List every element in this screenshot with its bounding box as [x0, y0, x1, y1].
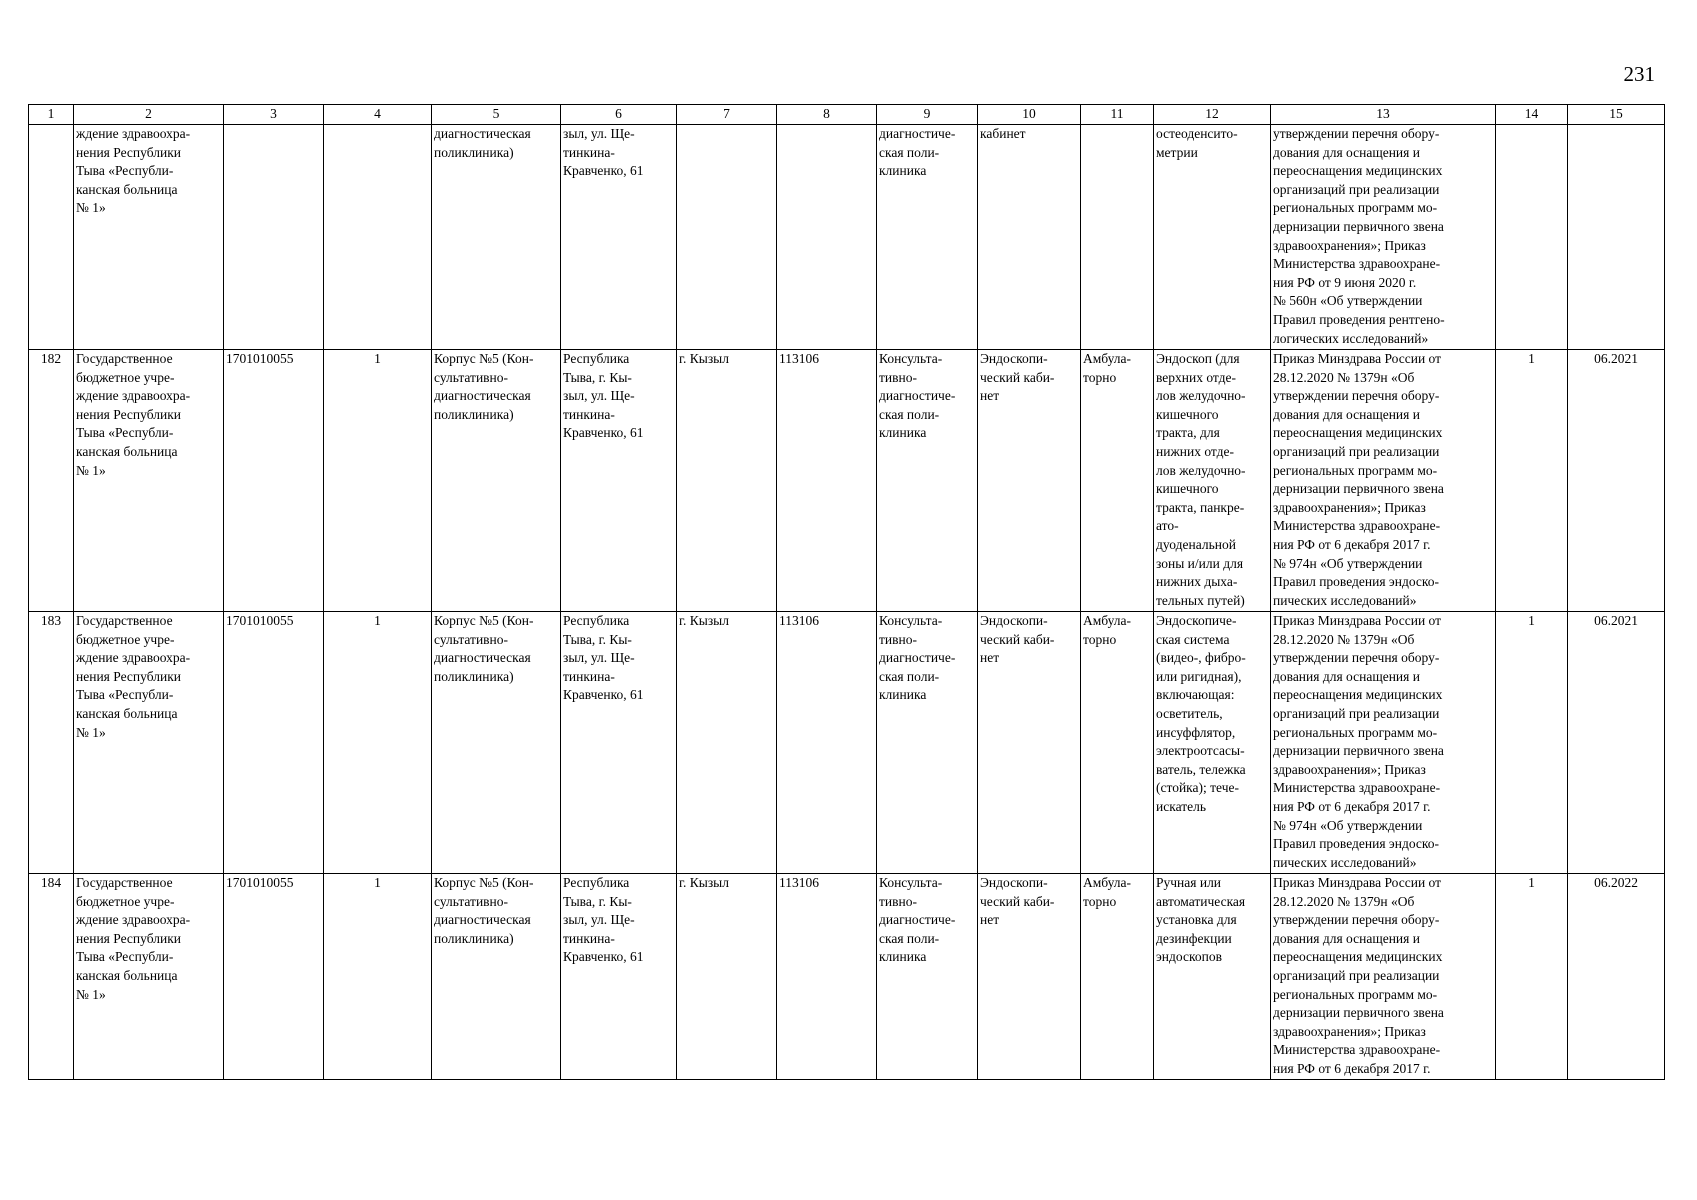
code-cell [777, 125, 877, 350]
address-cell: Республика Тыва, г. Кы- зыл, ул. Ще- тинкина- Кравченко, 61 [561, 612, 677, 874]
equipment-cell: Эндоскоп (для верхних отде- лов желудочно- кишечного тракта, для нижних отде- лов желудочно- кишечного тракта, панкре- ато- дуоденальной зоны и/или для нижних дыха- тельных путей) [1154, 350, 1271, 612]
room-cell: Эндоскопи- ческий каби- нет [978, 350, 1081, 612]
date-cell: 06.2021 [1568, 350, 1665, 612]
address-cell: зыл, ул. Ще- тинкина- Кравченко, 61 [561, 125, 677, 350]
column-number-header: 14 [1496, 105, 1568, 125]
equipment-registry-table [28, 104, 1665, 1080]
table-row [29, 350, 1665, 612]
city-cell: г. Кызыл [677, 612, 777, 874]
column-number-header: 1 [29, 105, 74, 125]
column-number-header: 6 [561, 105, 677, 125]
quantity-cell: 1 [1496, 612, 1568, 874]
care-mode-cell [1081, 125, 1154, 350]
date-cell [1568, 125, 1665, 350]
legal-basis-cell: утверждении перечня обору- дования для оснащения и переоснащения медицинских организаций при реализации региональных программ мо- дернизации первичного звена здравоохранения»; Приказ Министерства здравоохране- ния РФ от 9 июня 2020 г. № 560н «Об утверждении Правил проведения рентгено- логических исследований» [1271, 125, 1496, 350]
row-number-cell: 184 [29, 874, 74, 1080]
column-number-header: 15 [1568, 105, 1665, 125]
org-code-cell: 1701010055 [224, 874, 324, 1080]
table-row [29, 874, 1665, 1080]
column-number-header: 7 [677, 105, 777, 125]
column-4-cell [324, 125, 432, 350]
date-cell: 06.2022 [1568, 874, 1665, 1080]
equipment-cell: Ручная или автоматическая установка для дезинфекции эндоскопов [1154, 874, 1271, 1080]
care-mode-cell: Амбула- торно [1081, 874, 1154, 1080]
care-mode-cell: Амбула- торно [1081, 612, 1154, 874]
department-cell: Консульта- тивно- диагностиче- ская поли- клиника [877, 612, 978, 874]
table-row [29, 612, 1665, 874]
address-cell: Республика Тыва, г. Кы- зыл, ул. Ще- тинкина- Кравченко, 61 [561, 874, 677, 1080]
code-cell: 113106 [777, 874, 877, 1080]
column-number-header: 3 [224, 105, 324, 125]
city-cell [677, 125, 777, 350]
code-cell: 113106 [777, 350, 877, 612]
org-code-cell: 1701010055 [224, 350, 324, 612]
quantity-cell: 1 [1496, 874, 1568, 1080]
address-cell: Республика Тыва, г. Кы- зыл, ул. Ще- тинкина- Кравченко, 61 [561, 350, 677, 612]
legal-basis-cell: Приказ Минздрава России от 28.12.2020 № 1379н «Об утверждении перечня обору- дования для оснащения и переоснащения медицинских организаций при реализации региональных программ мо- дернизации первичного звена здравоохранения»; Приказ Министерства здравоохране- ния РФ от 6 декабря 2017 г. № 974н «Об утверждении Правил проведения эндоско- пических исследований» [1271, 350, 1496, 612]
org-code-cell [224, 125, 324, 350]
column-4-cell: 1 [324, 874, 432, 1080]
city-cell: г. Кызыл [677, 350, 777, 612]
organization-name-cell: Государственное бюджетное учре- ждение здравоохра- нения Республики Тыва «Республи- канская больница № 1» [74, 350, 224, 612]
equipment-cell: остеоденсито- метрии [1154, 125, 1271, 350]
legal-basis-cell: Приказ Минздрава России от 28.12.2020 № 1379н «Об утверждении перечня обору- дования для оснащения и переоснащения медицинских организаций при реализации региональных программ мо- дернизации первичного звена здравоохранения»; Приказ Министерства здравоохране- ния РФ от 6 декабря 2017 г. [1271, 874, 1496, 1080]
column-number-header: 10 [978, 105, 1081, 125]
org-code-cell: 1701010055 [224, 612, 324, 874]
care-mode-cell: Амбула- торно [1081, 350, 1154, 612]
room-cell: Эндоскопи- ческий каби- нет [978, 612, 1081, 874]
building-cell: Корпус №5 (Кон- сультативно- диагностическая поликлиника) [432, 350, 561, 612]
column-number-header: 12 [1154, 105, 1271, 125]
room-cell: кабинет [978, 125, 1081, 350]
date-cell: 06.2021 [1568, 612, 1665, 874]
table-row [29, 125, 1665, 350]
column-number-header: 4 [324, 105, 432, 125]
column-number-header: 2 [74, 105, 224, 125]
quantity-cell [1496, 125, 1568, 350]
row-number-cell: 182 [29, 350, 74, 612]
column-number-header: 9 [877, 105, 978, 125]
room-cell: Эндоскопи- ческий каби- нет [978, 874, 1081, 1080]
department-cell: Консульта- тивно- диагностиче- ская поли- клиника [877, 350, 978, 612]
column-number-header: 8 [777, 105, 877, 125]
organization-name-cell: Государственное бюджетное учре- ждение здравоохра- нения Республики Тыва «Республи- канская больница № 1» [74, 612, 224, 874]
row-number-cell: 183 [29, 612, 74, 874]
building-cell: Корпус №5 (Кон- сультативно- диагностическая поликлиника) [432, 612, 561, 874]
page-number: 231 [1623, 62, 1655, 86]
column-number-header: 13 [1271, 105, 1496, 125]
organization-name-cell: ждение здравоохра- нения Республики Тыва «Республи- канская больница № 1» [74, 125, 224, 350]
quantity-cell: 1 [1496, 350, 1568, 612]
column-number-header: 11 [1081, 105, 1154, 125]
building-cell: Корпус №5 (Кон- сультативно- диагностическая поликлиника) [432, 874, 561, 1080]
legal-basis-cell: Приказ Минздрава России от 28.12.2020 № 1379н «Об утверждении перечня обору- дования для оснащения и переоснащения медицинских организаций при реализации региональных программ мо- дернизации первичного звена здравоохранения»; Приказ Министерства здравоохране- ния РФ от 6 декабря 2017 г. № 974н «Об утверждении Правил проведения эндоско- пических исследований» [1271, 612, 1496, 874]
column-number-header-row [29, 105, 1665, 125]
city-cell: г. Кызыл [677, 874, 777, 1080]
department-cell: диагностиче- ская поли- клиника [877, 125, 978, 350]
equipment-cell: Эндоскопиче- ская система (видео-, фибро- или ригидная), включающая: осветитель, инсуффлятор, электроотсасы- ватель, тележка (стойка); тече- искатель [1154, 612, 1271, 874]
column-4-cell: 1 [324, 612, 432, 874]
organization-name-cell: Государственное бюджетное учре- ждение здравоохра- нения Республики Тыва «Республи- канская больница № 1» [74, 874, 224, 1080]
column-number-header: 5 [432, 105, 561, 125]
department-cell: Консульта- тивно- диагностиче- ская поли- клиника [877, 874, 978, 1080]
code-cell: 113106 [777, 612, 877, 874]
building-cell: диагностическая поликлиника) [432, 125, 561, 350]
row-number-cell [29, 125, 74, 350]
column-4-cell: 1 [324, 350, 432, 612]
